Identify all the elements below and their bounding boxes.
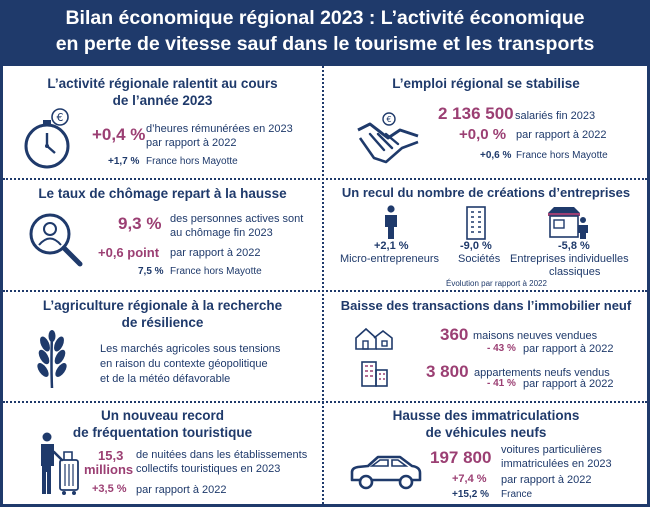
agriculture-heading <box>10 297 315 331</box>
emploi-value: 2 136 500 <box>438 104 514 123</box>
euro-symbol: € <box>56 111 64 124</box>
tourisme-change-label: par rapport à 2022 <box>136 484 227 496</box>
emploi-france-value: +0,6 % <box>480 150 512 161</box>
agriculture-desc-3: et de la météo défavorable <box>100 373 231 385</box>
tourisme-heading-line2: de fréquentation touristique <box>72 425 253 440</box>
vehicules-desc-2: immatriculées en 2023 <box>501 458 612 470</box>
vehicules-change-label: par rapport à 2022 <box>501 474 592 486</box>
vehicules-heading-line1: Hausse des immatriculations <box>392 408 580 423</box>
chomage-france-label: France hors Mayotte <box>170 266 262 277</box>
tourisme-change: +3,5 % <box>92 483 127 495</box>
person-icon <box>384 205 398 239</box>
tourisme-value-2: millions <box>84 462 134 477</box>
immobilier-heading: Baisse des transactions dans l’immobilier neuf <box>340 298 632 313</box>
tourisme-desc-1: de nuitées dans les établissements <box>136 449 308 461</box>
creations-value-3: -5,8 % <box>558 240 590 252</box>
tourisme-heading-line1: Un nouveau record <box>100 408 225 423</box>
activite-france-value: +1,7 % <box>108 156 140 167</box>
vehicules-value: 197 800 <box>430 448 492 467</box>
creations-value-2: -9,0 % <box>460 240 492 252</box>
activite-france-label: France hors Mayotte <box>146 156 238 167</box>
chomage-desc-1: des personnes actives sont <box>170 213 304 225</box>
stopwatch-euro-icon <box>22 108 84 174</box>
agriculture-desc-1: Les marchés agricoles sous tensions <box>100 343 281 355</box>
creations-value-1: +2,1 % <box>374 240 409 252</box>
vehicules-france-label: France <box>501 489 533 500</box>
maisons-value: 360 <box>440 325 469 344</box>
title-line-2: en perte de vitesse sauf dans le tourisme et les transports <box>55 33 595 55</box>
activite-heading-line2: de l’année 2023 <box>112 93 213 108</box>
apparts-change-label: par rapport à 2022 <box>523 378 614 390</box>
apparts-change: - 41 % <box>487 378 516 389</box>
apartment-building-icon <box>360 360 390 388</box>
wheat-icon <box>34 330 70 390</box>
houses-icon <box>354 326 394 350</box>
apparts-label: appartements neufs vendus <box>474 367 610 379</box>
chomage-change: +0,6 point <box>98 245 160 260</box>
chomage-desc-2: au chômage fin 2023 <box>170 227 273 239</box>
activite-heading <box>10 75 315 109</box>
apparts-value: 3 800 <box>426 362 469 381</box>
maisons-label: maisons neuves vendues <box>473 330 598 342</box>
emploi-heading: L’emploi régional se stabilise <box>392 76 580 91</box>
row-divider-1 <box>3 178 647 180</box>
chomage-value: 9,3 % <box>118 214 162 233</box>
creations-label-1: Micro-entrepreneurs <box>340 253 440 265</box>
activite-value: +0,4 % <box>92 125 146 144</box>
agriculture-desc-2: en raison du contexte géopolitique <box>100 358 268 370</box>
title-line-1: Bilan économique régional 2023 : L’activité économique <box>65 7 585 29</box>
creations-heading: Un recul du nombre de créations d’entreprises <box>341 185 631 200</box>
traveler-suitcase-icon <box>38 432 82 498</box>
shop-person-icon <box>546 205 590 239</box>
chomage-change-label: par rapport à 2022 <box>170 247 261 259</box>
chomage-france-value: 7,5 % <box>138 266 164 277</box>
activite-heading-line1: L’activité régionale ralentit au cours <box>47 76 278 91</box>
maisons-change: - 43 % <box>487 343 516 354</box>
vehicules-heading-line2: de véhicules neufs <box>425 425 547 440</box>
tourisme-value-1: 15,3 <box>98 448 124 463</box>
tourisme-desc-2: collectifs touristiques en 2023 <box>136 463 281 475</box>
office-building-icon <box>465 205 487 239</box>
creations-label-3b: classiques <box>549 266 601 278</box>
emploi-change-label: par rapport à 2022 <box>516 129 607 141</box>
emploi-value-label: salariés fin 2023 <box>515 110 596 122</box>
row-divider-3 <box>3 401 647 403</box>
emploi-france-label: France hors Mayotte <box>516 150 608 161</box>
vehicules-france-value: +15,2 % <box>452 489 489 500</box>
agriculture-heading-line1: L’agriculture régionale à la recherche <box>42 298 283 313</box>
magnifier-person-icon <box>28 212 86 270</box>
emploi-change: +0,0 % <box>459 126 507 143</box>
creations-label-2: Sociétés <box>458 253 501 265</box>
vertical-divider <box>322 66 324 504</box>
creations-label-3: Entreprises individuelles <box>510 253 629 265</box>
vehicules-desc-1: voitures particulières <box>501 444 602 456</box>
vehicules-change: +7,4 % <box>452 473 487 485</box>
vehicules-heading <box>326 407 646 441</box>
page-title <box>0 0 650 64</box>
handshake-icon <box>356 112 422 168</box>
car-icon <box>348 454 424 492</box>
chomage-heading: Le taux de chômage repart à la hausse <box>38 186 287 201</box>
euro-symbol: € <box>386 115 392 124</box>
maisons-change-label: par rapport à 2022 <box>523 343 614 355</box>
activite-desc-1: d’heures rémunérées en 2023 <box>146 123 293 135</box>
row-divider-2 <box>3 290 647 292</box>
creations-note: Évolution par rapport à 2022 <box>446 279 547 288</box>
agriculture-heading-line2: de résilience <box>121 315 204 330</box>
activite-desc-2: par rapport à 2022 <box>146 137 237 149</box>
